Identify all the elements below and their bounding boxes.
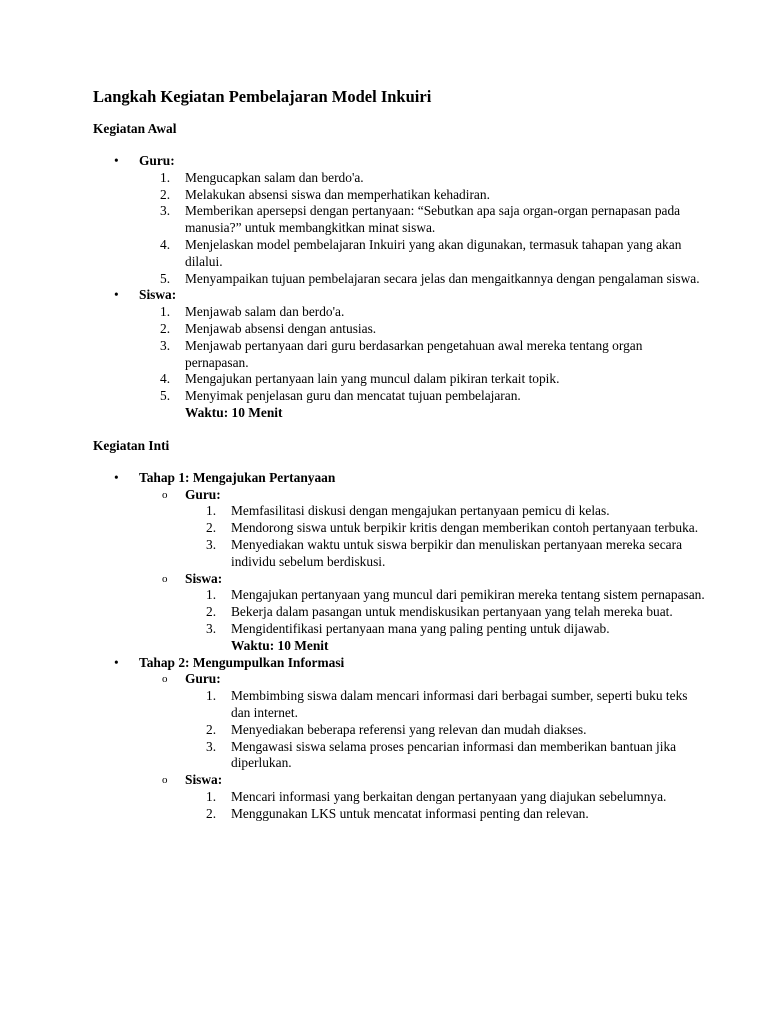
role-label-guru: Guru: [139, 153, 175, 168]
circle-bullet-icon: o [162, 774, 168, 787]
tahap-1-guru-block [139, 487, 708, 571]
item-text: Mengucapkan salam dan berdo'a. [185, 169, 364, 185]
tahap-2-label: Tahap 2: Mengumpulkan Informasi [139, 654, 345, 670]
role-label-siswa: Siswa: [185, 772, 223, 788]
item-number: 1. [206, 788, 217, 804]
waktu-label: Waktu: 10 Menit [185, 404, 283, 420]
list-item [206, 805, 708, 823]
list-item [160, 320, 708, 338]
awal-siswa-steps [139, 304, 708, 405]
item-text: Menjawab pertanyaan dari guru berdasarkan pengetahuan awal mereka tentang organ pernapasan. [185, 337, 643, 370]
item-number: 1. [206, 587, 217, 603]
item-number: 4. [160, 236, 171, 252]
item-number: 1. [160, 304, 171, 320]
circle-bullet-icon: o [162, 488, 168, 501]
item-number: 3. [160, 203, 171, 219]
list-item [160, 236, 708, 271]
item-number: 2. [206, 805, 217, 821]
item-number: 3. [160, 337, 171, 353]
item-number: 1. [206, 688, 217, 704]
awal-role-list [93, 153, 708, 422]
item-number: 5. [160, 270, 171, 286]
list-item [206, 503, 708, 520]
item-text: Memberikan apersepsi dengan pertanyaan: “Sebutkan apa saja organ-organ pernapasan pada manusia?” untuk membangkitkan minat siswa. [185, 203, 681, 236]
list-item [206, 688, 708, 722]
list-item [160, 388, 708, 405]
item-text: Mengajukan pertanyaan lain yang muncul dalam pikiran terkait topik. [185, 371, 560, 387]
tahap-1-label: Tahap 1: Mengajukan Pertanyaan [139, 469, 336, 485]
item-text: Menyimak penjelasan guru dan mencatat tujuan pembelajaran. [185, 388, 521, 404]
list-item [206, 721, 708, 739]
tahap-2-siswa-block [139, 772, 708, 822]
heading-kegiatan-inti: Kegiatan Inti [93, 437, 170, 453]
item-number: 2. [160, 320, 171, 336]
item-text: Menjawab absensi dengan antusias. [185, 320, 377, 336]
item-number: 3. [206, 738, 217, 754]
list-item [206, 587, 708, 604]
tahap-1-block [93, 470, 708, 655]
waktu-label: Waktu: 10 Menit [231, 637, 329, 653]
list-item [160, 169, 708, 187]
item-number: 2. [206, 520, 217, 536]
list-item [206, 604, 708, 621]
item-text: Menggunakan LKS untuk mencatat informasi penting dan relevan. [231, 805, 589, 821]
item-text: Melakukan absensi siswa dan memperhatikan kehadiran. [185, 186, 490, 202]
item-text: Mencari informasi yang berkaitan dengan pertanyaan yang diajukan sebelumnya. [231, 788, 667, 804]
bullet-icon: • [114, 153, 119, 168]
list-item [206, 620, 708, 638]
document-title: Langkah Kegiatan Pembelajaran Model Inkuiri [93, 87, 432, 106]
role-label-guru: Guru: [185, 486, 221, 502]
role-label-guru: Guru: [185, 671, 221, 687]
list-item [160, 371, 708, 388]
list-item [160, 186, 708, 204]
tahap-1-guru-steps [185, 503, 708, 570]
list-item [160, 270, 708, 288]
bullet-icon: • [114, 287, 119, 303]
tahap-1-roles [139, 487, 708, 655]
tahap-2-guru-steps [185, 688, 708, 772]
item-number: 2. [206, 721, 217, 737]
list-item [160, 304, 708, 321]
awal-guru-block [93, 153, 708, 287]
circle-bullet-icon: o [162, 572, 168, 585]
item-text: Mendorong siswa untuk berpikir kritis dengan memberikan contoh pertanyaan terbuka. [231, 520, 699, 536]
bullet-icon: • [114, 469, 119, 485]
item-text: Menjawab salam dan berdo'a. [185, 304, 345, 320]
item-text: Menyediakan waktu untuk siswa berpikir dan menuliskan pertanyaan mereka secara individu sebelum berdiskusi. [231, 536, 683, 569]
role-label-siswa: Siswa: [139, 287, 177, 303]
item-number: 1. [206, 503, 217, 519]
item-number: 3. [206, 620, 217, 636]
item-number: 4. [160, 371, 171, 387]
item-text: Membimbing siswa dalam mencari informasi dari berbagai sumber, seperti buku teks dan internet. [231, 688, 688, 720]
circle-bullet-icon: o [162, 673, 168, 686]
item-text: Mengidentifikasi pertanyaan mana yang paling penting untuk dijawab. [231, 620, 610, 636]
tahap-2-block [93, 655, 708, 823]
item-text: Mengajukan pertanyaan yang muncul dari pemikiran mereka tentang sistem pernapasan. [231, 587, 705, 603]
item-text: Menyampaikan tujuan pembelajaran secara jelas dan mengaitkannya dengan pengalaman siswa. [185, 270, 700, 286]
inti-stage-list [93, 470, 708, 823]
tahap-2-siswa-steps [185, 789, 708, 823]
tahap-1-siswa-block [139, 571, 708, 655]
list-item [206, 738, 708, 773]
item-number: 3. [206, 536, 217, 552]
list-item [206, 536, 708, 571]
heading-kegiatan-awal: Kegiatan Awal [93, 121, 177, 136]
awal-siswa-block [93, 287, 708, 421]
item-text: Bekerja dalam pasangan untuk mendiskusikan pertanyaan yang telah mereka buat. [231, 604, 673, 620]
tahap-2-guru-block [139, 671, 708, 772]
item-text: Menyediakan beberapa referensi yang relevan dan mudah diakses. [231, 721, 587, 737]
role-label-siswa: Siswa: [185, 570, 223, 586]
item-text: Memfasilitasi diskusi dengan mengajukan pertanyaan pemicu di kelas. [231, 503, 610, 519]
tahap-2-roles [139, 671, 708, 822]
tahap-1-siswa-steps [185, 587, 708, 637]
item-number: 5. [160, 388, 171, 404]
item-number: 2. [160, 186, 171, 202]
list-item [206, 520, 708, 537]
item-number: 2. [206, 604, 217, 620]
item-text: Mengawasi siswa selama proses pencarian informasi dan memberikan bantuan jika diperlukan. [231, 738, 677, 771]
bullet-icon: • [114, 654, 119, 670]
list-item [160, 337, 708, 372]
item-text: Menjelaskan model pembelajaran Inkuiri yang akan digunakan, termasuk tahapan yang akan dilalui. [185, 236, 682, 269]
item-number: 1. [160, 169, 171, 185]
list-item [160, 203, 708, 237]
awal-guru-steps [139, 170, 708, 288]
list-item [206, 788, 708, 806]
